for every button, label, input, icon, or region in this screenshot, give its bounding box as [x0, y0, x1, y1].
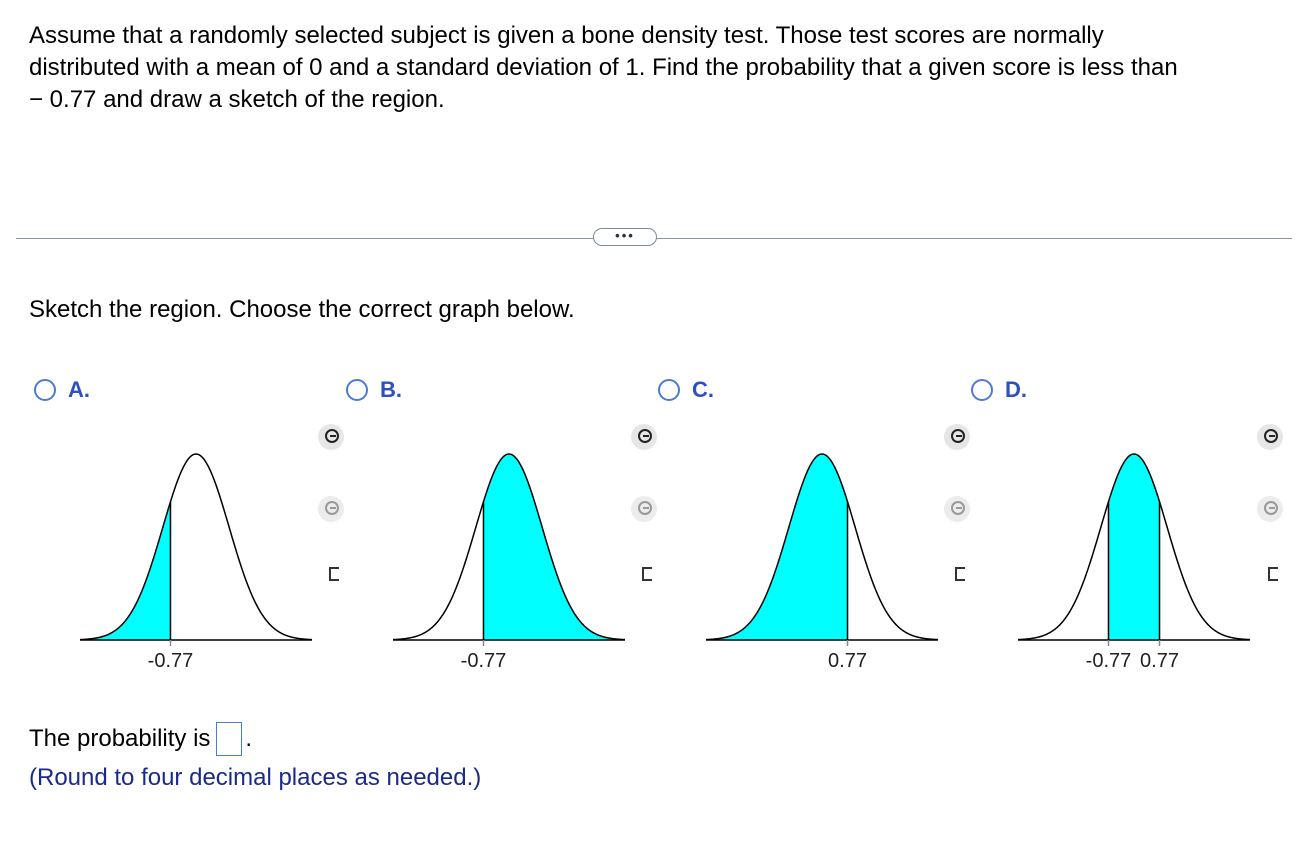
answer-suffix: . [245, 725, 253, 752]
rounding-hint: (Round to four decimal places as needed.) [29, 764, 482, 791]
option-b-tick-label: -0.77 [460, 650, 507, 672]
option-a[interactable] [34, 376, 90, 404]
option-b[interactable] [346, 376, 402, 404]
option-c-fullscreen-icon[interactable] [955, 567, 965, 581]
option-c-zoom-out-icon[interactable] [944, 496, 970, 522]
option-d[interactable] [971, 376, 1027, 404]
option-a-graph [80, 440, 312, 680]
option-c-graph [706, 440, 938, 680]
probability-input[interactable] [216, 722, 242, 756]
option-d-zoom-in-icon[interactable] [1257, 424, 1283, 450]
option-a-tick-label: -0.77 [147, 650, 194, 672]
option-d-tick-label-2: 0.77 [1140, 650, 1179, 672]
question-line-2: distributed with a mean of 0 and a standard deviation of 1. Find the probability that a given score is less than [29, 54, 1178, 81]
option-c-shaded-region [706, 454, 848, 640]
sketch-prompt: Sketch the region. Choose the correct graph below. [29, 296, 575, 323]
option-a-zoom-in-icon[interactable] [318, 424, 344, 450]
option-d-shaded-region [1108, 454, 1159, 640]
option-b-zoom-in-icon[interactable] [631, 424, 657, 450]
question-line-1: Assume that a randomly selected subject is given a bone density test. Those test scores are normally [29, 22, 1104, 49]
option-a-normal-curve [80, 454, 312, 640]
option-b-zoom-out-icon[interactable] [631, 496, 657, 522]
option-c-radio[interactable] [658, 379, 680, 401]
option-b-radio[interactable] [346, 379, 368, 401]
option-d-fullscreen-icon[interactable] [1268, 567, 1278, 581]
option-d-radio[interactable] [971, 379, 993, 401]
answer-row [29, 722, 252, 756]
option-b-shaded-region [483, 454, 625, 640]
option-d-zoom-out-icon[interactable] [1257, 496, 1283, 522]
option-a-fullscreen-icon[interactable] [329, 567, 339, 581]
option-c-tick-label: 0.77 [828, 650, 867, 672]
answer-prefix: The probability is [29, 725, 211, 752]
question-text [29, 20, 1289, 116]
option-c-zoom-in-icon[interactable] [944, 424, 970, 450]
option-b-graph [393, 440, 625, 680]
option-a-zoom-out-icon[interactable] [318, 496, 344, 522]
option-a-shaded-region [80, 502, 170, 640]
option-d-letter: D. [1005, 377, 1027, 402]
option-a-letter: A. [68, 377, 90, 402]
question-line-3: − 0.77 and draw a sketch of the region. [29, 86, 445, 113]
option-d-graph [1018, 440, 1250, 680]
option-c[interactable] [658, 376, 714, 404]
option-a-radio[interactable] [34, 379, 56, 401]
option-d-tick-label-1: -0.77 [1085, 650, 1132, 672]
option-b-fullscreen-icon[interactable] [642, 567, 652, 581]
option-b-letter: B. [380, 377, 402, 402]
expand-button[interactable]: ••• [593, 228, 657, 246]
option-c-letter: C. [692, 377, 714, 402]
